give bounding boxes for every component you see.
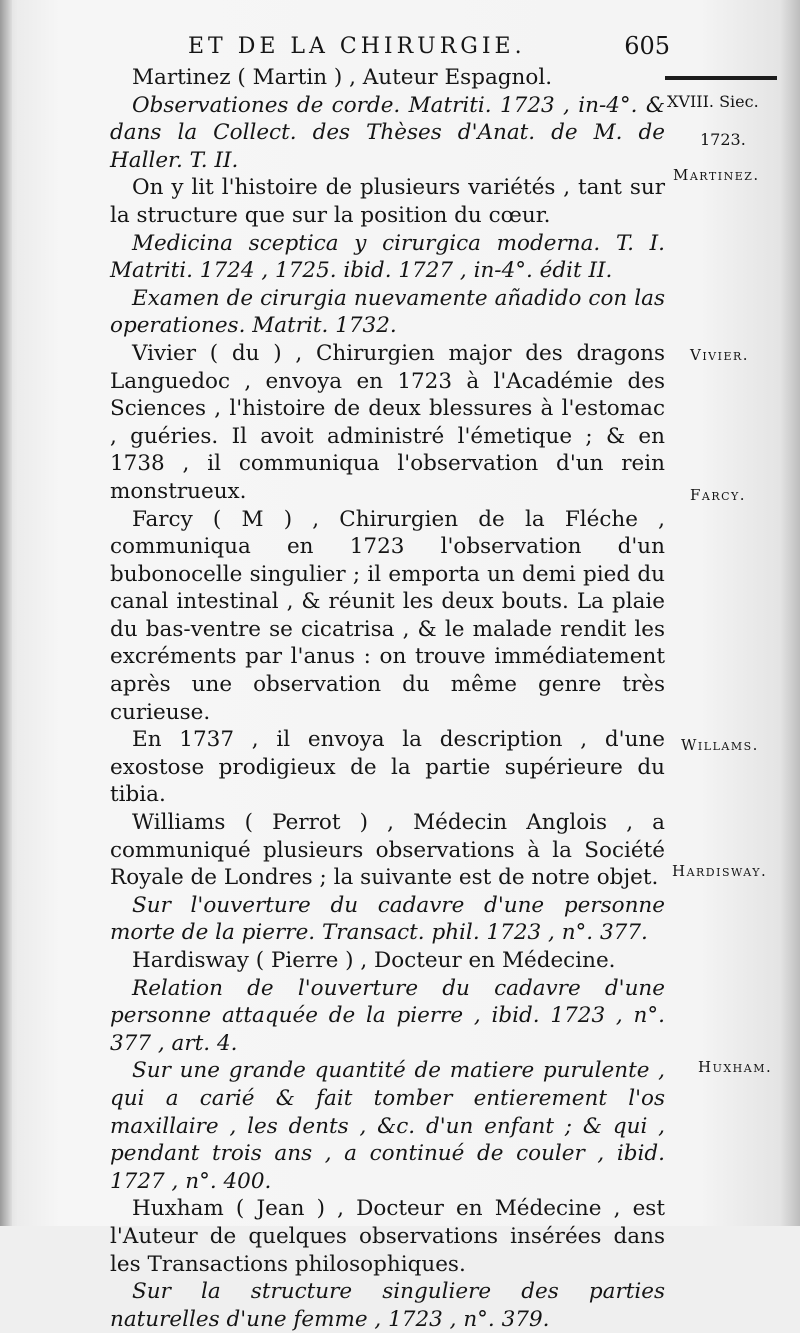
paragraph: On y lit l'histoire de plusieurs variétés , tant sur la structure que sur la position du cœur. — [110, 175, 665, 228]
margin-year: 1723. — [700, 130, 746, 149]
citation: Relation de l'ouverture du cadavre d'une personne attaquée de la pierre , ibid. 1723 , n°. 377 , art. 4. — [110, 975, 665, 1056]
citation: Sur la structure singuliere des parties naturelles d'une femme , 1723 , n°. 379. — [110, 1279, 665, 1332]
citation: Sur l'ouverture du cadavre d'une personne morte de la pierre. Transact. phil. 1723 , n°. 377. — [110, 892, 665, 946]
entry-farcy: Farcy ( M ) , Chirurgien de la Fléche , communiqua en 1723 l'observation d'un bubonocelle singulier ; il emporta un demi pied du canal intestinal , & réunit les deux bouts. La plaie du bas-ventre se cicatrisa , & le malade rendit les excréments par l'anus : on trouve immédiatement après une observation du même genre très curieuse. — [110, 506, 665, 725]
running-title: ET DE LA CHIRURGIE. — [188, 34, 526, 59]
entry-hardisway: Hardisway ( Pierre ) , Docteur en Médecine. — [132, 948, 616, 973]
margin-note-farcy: Farcy. — [690, 486, 747, 504]
citation: Observationes de corde. Matriti. 1723 , in-4°. & dans la Collect. des Thèses d'Anat. de M. de Haller. T. II. — [110, 92, 665, 173]
margin-note-hardisway: Hardisway. — [672, 862, 768, 880]
binding-shadow — [0, 0, 12, 1226]
body-text — [110, 64, 665, 1333]
entry-vivier: Vivier ( du ) , Chirurgien major des dragons Languedoc , envoya en 1723 à l'Académie des Sciences , l'histoire de deux blessures à l'estomac , guéries. Il avoit administré l'émetique ; & en 1738 , il communiqua l'observation d'un rein monstrueux. — [110, 340, 665, 504]
margin-note-huxham: Huxham. — [698, 1058, 773, 1076]
citation: Examen de cirurgia nuevamente añadido con las operationes. Matrit. 1732. — [110, 285, 665, 339]
page-number: 605 — [624, 32, 670, 60]
entry-williams: Williams ( Perrot ) , Médecin Anglois , a communiqué plusieurs observations à la Société Royale de Londres ; la suivante est de notre objet. — [110, 810, 665, 891]
margin-note-vivier: Vivier. — [690, 346, 750, 364]
page-header — [110, 30, 670, 66]
margin-note-willams: Willams. — [681, 736, 759, 754]
margin-rule — [665, 76, 777, 80]
margin-note-martinez: Martinez. — [673, 166, 760, 184]
paragraph: En 1737 , il envoya la description , d'une exostose prodigieux de la partie supérieure du tibia. — [110, 727, 665, 808]
citation: Sur une grande quantité de matiere purulente , qui a carié & fait tomber entierement l'os maxillaire , les dents , &c. d'un enfant ; & qui , pendant trois ans , a continué de couler , ibid. 1727 , n°. 400. — [110, 1058, 665, 1194]
entry-martinez: Martinez ( Martin ) , Auteur Espagnol. — [132, 65, 553, 90]
entry-huxham: Huxham ( Jean ) , Docteur en Médecine , est l'Auteur de quelques observations insérées dans les Transactions philosophiques. — [110, 1196, 665, 1277]
citation: Medicina sceptica y cirurgica moderna. T. I. Matriti. 1724 , 1725. ibid. 1727 , in-4°. édit II. — [110, 230, 665, 284]
margin-century: XVIII. Siec. — [667, 92, 759, 111]
